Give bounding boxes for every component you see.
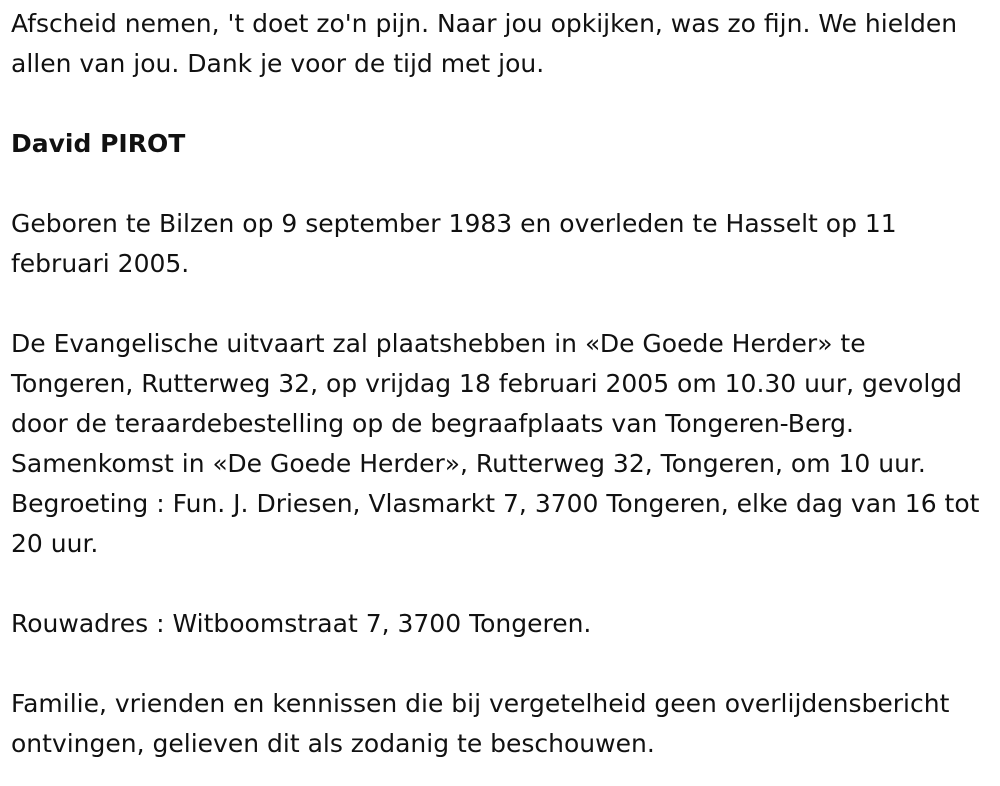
death-notice bbox=[11, 4, 990, 764]
mourning-address: Rouwadres : Witboomstraat 7, 3700 Tongeren. bbox=[11, 609, 592, 638]
intro-verse: Afscheid nemen, 't doet zo'n pijn. Naar jou opkijken, was zo fijn. We hielden allen van jou. Dank je voor de tijd met jou. bbox=[11, 9, 958, 78]
deceased-name: David PIROT bbox=[11, 129, 186, 158]
funeral-paragraph: De Evangelische uitvaart zal plaatshebben in «De Goede Herder» te Tongeren, Rutterweg 32, op vrijdag 18 februari 2005 om 10.30 uur, gevolgd door de teraardebestelling op de begraafplaats van Tongeren-Berg. Samenkomst in «De Goede Herder», Rutterweg 32, Tongeren, om 10 uur. Begroeting : Fun. J. Driesen, Vlasmarkt 7, 3700 Tongeren, elke dag van 16 tot 20 uur. bbox=[11, 329, 980, 558]
birth-death-paragraph: Geboren te Bilzen op 9 september 1983 en overleden te Hasselt op 11 februari 2005. bbox=[11, 209, 897, 278]
closing-paragraph: Familie, vrienden en kennissen die bij vergetelheid geen overlijdensbericht ontvingen, gelieven dit als zodanig te beschouwen. bbox=[11, 689, 950, 758]
